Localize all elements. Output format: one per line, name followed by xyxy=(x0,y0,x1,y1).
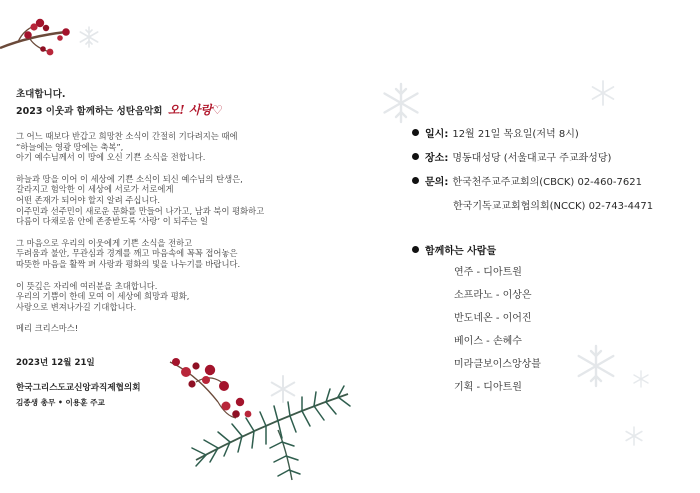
venue-label: 장소: xyxy=(425,153,449,164)
contact-label: 문의: xyxy=(425,177,449,188)
event-title-script: 오! 사랑♡ xyxy=(167,103,223,117)
bullet-icon xyxy=(412,129,419,136)
paragraph-line: 어떤 존재가 되어야 할지 알려 주십니다. xyxy=(16,194,161,205)
paragraph-line: 이주민과 선주민이 새로운 문화를 만들어 나가고, 남과 북이 평화하고 xyxy=(16,205,265,216)
paragraph-line: 사랑으로 변져나가길 기대합니다. xyxy=(16,301,137,312)
paragraph-line: 따뜻한 마음을 활짝 펴 사랑과 평화의 빛을 나누기를 바랍니다. xyxy=(16,258,241,269)
performer-item: 미라클보이스앙상블 xyxy=(454,359,541,370)
organization-name: 한국그리스도교신앙과직제협의회 xyxy=(16,382,141,393)
venue-value: 명동대성당 (서울대교구 주교좌성당) xyxy=(452,153,612,164)
greeting: 초대합니다. xyxy=(16,89,66,100)
paragraph-line: 아기 예수님께서 이 땅에 오신 기쁜 소식을 전합니다. xyxy=(16,152,206,163)
performers-heading-label: 함께하는 사람들 xyxy=(425,246,497,257)
contact-value: 한국천주교주교회의(CBCK) 02-460-7621 xyxy=(452,177,642,188)
contact-row xyxy=(412,176,692,190)
snowflake-icon xyxy=(380,82,422,124)
paragraph-line: 그 어느 때보다 반갑고 희망찬 소식이 간절히 기다려지는 때에 xyxy=(16,131,238,141)
datetime-label: 일시: xyxy=(425,129,449,140)
paragraph xyxy=(16,281,356,313)
paragraph-line: “하늘에는 영광 땅에는 축복”, xyxy=(16,141,124,152)
closing-line: 메리 크리스마스! xyxy=(16,323,79,334)
invitation-letter xyxy=(16,88,356,408)
signers: 김종생 총무 • 이용훈 주교 xyxy=(16,397,105,407)
datetime-value: 12월 21일 목요일(저녁 8시) xyxy=(452,129,579,140)
paragraph-line: 두려움과 불안, 무관심과 경계를 깨고 마음속에 꼭꼭 접어놓은 xyxy=(16,248,238,259)
bullet-icon xyxy=(412,246,419,253)
paragraph-line: 하늘과 땅을 이어 이 세상에 기쁜 소식이 되신 예수님의 탄생은, xyxy=(16,173,243,184)
snowflake-icon xyxy=(590,80,616,106)
contact-value: 한국기독교교회협의회(NCCK) 02-743-4471 xyxy=(453,201,654,212)
paragraph-line: 갈라지고 험악한 이 세상에 서로가 서로에게 xyxy=(16,184,174,195)
performer-item: 베이스 - 손혜수 xyxy=(454,336,522,347)
performer-item: 연주 - 디아트원 xyxy=(454,267,522,278)
bullet-icon xyxy=(412,153,419,160)
paragraph-line: 이 뜻깊은 자리에 여러분을 초대합니다. xyxy=(16,280,158,291)
snowflake-icon xyxy=(624,426,644,446)
event-title xyxy=(16,102,356,120)
performer-item: 반도네온 - 이어진 xyxy=(454,313,532,324)
event-details xyxy=(412,128,692,395)
venue-row xyxy=(412,152,692,166)
datetime-row xyxy=(412,128,692,142)
performers-heading xyxy=(412,242,692,257)
paragraph-line: 그 마음으로 우리의 이웃에게 기쁜 소식을 전하고 xyxy=(16,237,193,248)
paragraph-line: 우리의 기쁨이 한데 모여 이 세상에 희망과 평화, xyxy=(16,291,190,302)
letter-date: 2023년 12월 21일 xyxy=(16,357,95,368)
berry-branch-icon xyxy=(0,14,80,64)
paragraph xyxy=(16,174,356,227)
snowflake-icon xyxy=(78,26,100,48)
performer-item: 소프라노 - 이상은 xyxy=(454,290,532,301)
paragraph xyxy=(16,131,356,163)
paragraph xyxy=(16,323,356,334)
paragraph-line: 다름이 다채로움 안에 존중받도록 ‘사랑’ 이 되주는 일 xyxy=(16,216,209,227)
bullet-icon xyxy=(412,177,419,184)
paragraph xyxy=(16,238,356,270)
performer-item: 기획 - 디아트원 xyxy=(454,382,522,393)
event-title-prefix: 2023 이웃과 함께하는 성탄음악회 xyxy=(16,106,163,117)
